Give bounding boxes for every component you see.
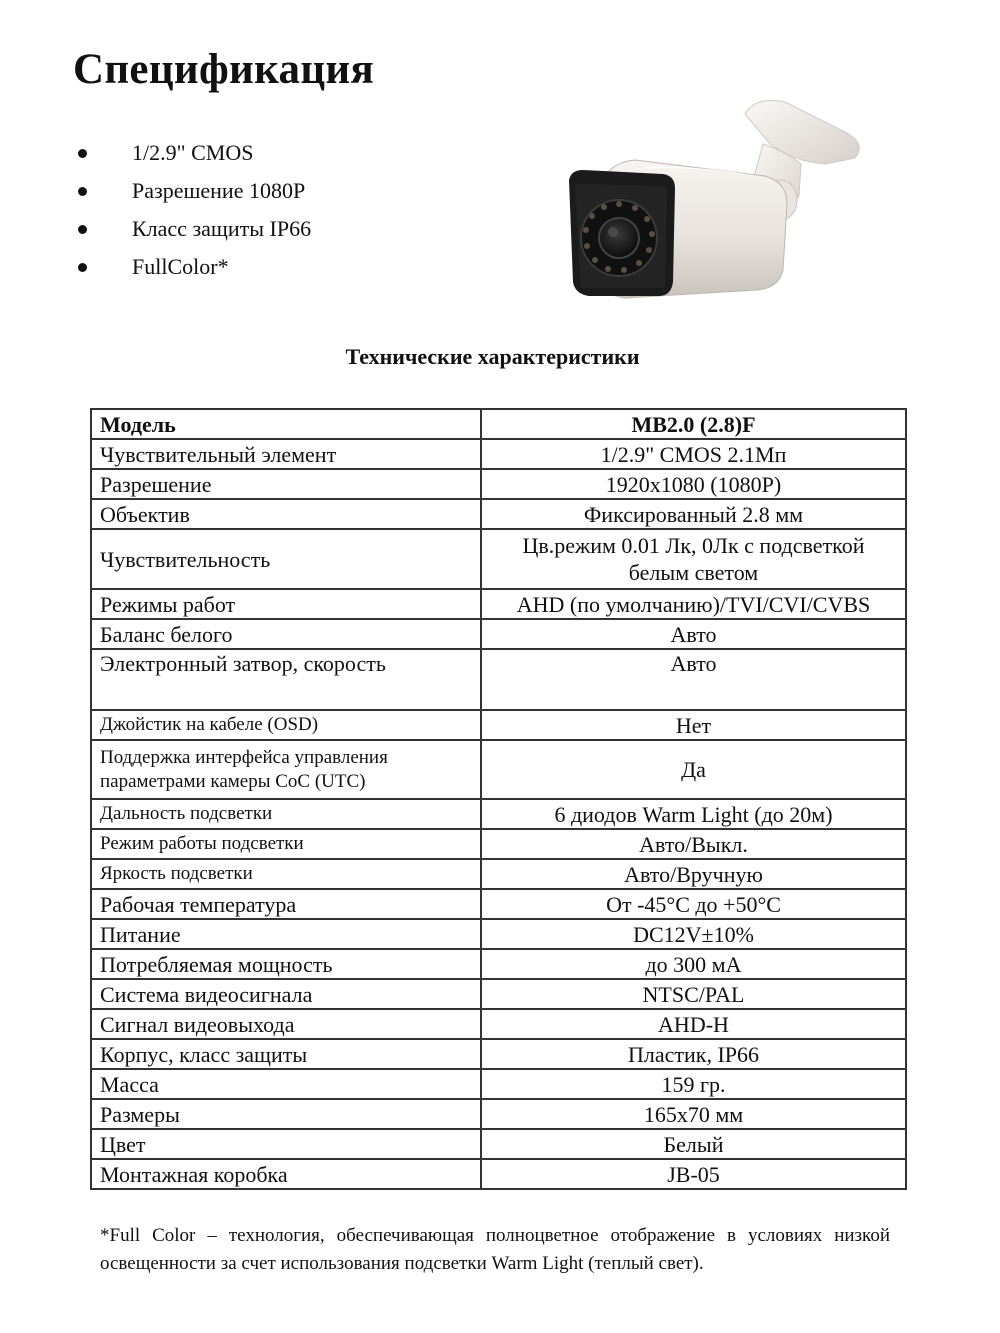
- feature-text: FullColor*: [132, 254, 229, 279]
- table-row: [91, 1129, 906, 1159]
- param-cell: Разрешение: [91, 469, 481, 499]
- value-cell: AHD-H: [481, 1009, 906, 1039]
- value-cell: Да: [481, 740, 906, 799]
- table-row: [91, 799, 906, 829]
- bullet-icon: [78, 263, 87, 272]
- table-row: [91, 1159, 906, 1189]
- bullet-camera-image: [555, 92, 875, 307]
- param-cell: Яркость подсветки: [91, 859, 481, 889]
- table-row: [91, 1099, 906, 1129]
- table-row: [91, 829, 906, 859]
- table-row: [91, 499, 906, 529]
- value-cell: Авто/Вручную: [481, 859, 906, 889]
- value-cell: NTSC/PAL: [481, 979, 906, 1009]
- param-cell: Корпус, класс защиты: [91, 1039, 481, 1069]
- param-cell: Дальность подсветки: [91, 799, 481, 829]
- table-row: [91, 529, 906, 589]
- value-cell: JB-05: [481, 1159, 906, 1189]
- param-cell: Электронный затвор, скорость: [91, 649, 481, 710]
- feature-item: [74, 172, 311, 210]
- spec-table: [90, 408, 907, 1190]
- value-cell: Белый: [481, 1129, 906, 1159]
- value-cell: Нет: [481, 710, 906, 740]
- value-cell: Авто: [481, 649, 906, 710]
- page-title: Спецификация: [73, 46, 375, 93]
- feature-item: [74, 248, 311, 286]
- feature-item: [74, 210, 311, 248]
- table-row: [91, 589, 906, 619]
- param-cell: Джойстик на кабеле (OSD): [91, 710, 481, 740]
- table-row: [91, 1039, 906, 1069]
- param-cell: Рабочая температура: [91, 889, 481, 919]
- table-row: [91, 979, 906, 1009]
- table-row: [91, 649, 906, 710]
- param-cell: Система видеосигнала: [91, 979, 481, 1009]
- value-cell: DC12V±10%: [481, 919, 906, 949]
- param-cell: Режимы работ: [91, 589, 481, 619]
- value-cell: AHD (по умолчанию)/TVI/CVI/CVBS: [481, 589, 906, 619]
- feature-text: Разрешение 1080P: [132, 178, 306, 203]
- table-row: [91, 710, 906, 740]
- param-cell: Чувствительность: [91, 529, 481, 589]
- value-cell: Фиксированный 2.8 мм: [481, 499, 906, 529]
- feature-text: Класс защиты IP66: [132, 216, 312, 241]
- value-cell: 165x70 мм: [481, 1099, 906, 1129]
- param-cell: Масса: [91, 1069, 481, 1099]
- table-row: [91, 919, 906, 949]
- header-param-cell: Модель: [91, 409, 481, 439]
- value-cell: Цв.режим 0.01 Лк, 0Лк с подсветкой белым светом: [481, 529, 906, 589]
- feature-list: [74, 134, 311, 286]
- value-cell: 1920x1080 (1080P): [481, 469, 906, 499]
- bullet-icon: [78, 187, 87, 196]
- param-cell: Питание: [91, 919, 481, 949]
- value-cell: 159 гр.: [481, 1069, 906, 1099]
- param-cell: Чувствительный элемент: [91, 439, 481, 469]
- value-cell: до 300 мА: [481, 949, 906, 979]
- table-row: [91, 439, 906, 469]
- value-cell: 1/2.9" CMOS 2.1Мп: [481, 439, 906, 469]
- param-cell: Объектив: [91, 499, 481, 529]
- table-row: [91, 469, 906, 499]
- value-cell: Авто: [481, 619, 906, 649]
- table-row: [91, 619, 906, 649]
- table-row: [91, 1009, 906, 1039]
- value-cell: Пластик, IP66: [481, 1039, 906, 1069]
- value-cell: 6 диодов Warm Light (до 20м): [481, 799, 906, 829]
- param-cell: Потребляемая мощность: [91, 949, 481, 979]
- param-cell: Режим работы подсветки: [91, 829, 481, 859]
- param-cell: Поддержка интерфейса управления параметрами камеры CoC (UTC): [91, 740, 481, 799]
- table-row: [91, 949, 906, 979]
- table-header-row: [91, 409, 906, 439]
- table-row: [91, 859, 906, 889]
- table-row: [91, 740, 906, 799]
- table-row: [91, 1069, 906, 1099]
- value-cell: От -45°C до +50°C: [481, 889, 906, 919]
- header-value-cell: MB2.0 (2.8)F: [481, 409, 906, 439]
- footnote: *Full Color – технология, обеспечивающая полноцветное отображение в условиях низкой освещенности за счет использования подсветки Warm Light (теплый свет).: [100, 1225, 890, 1274]
- param-cell: Баланс белого: [91, 619, 481, 649]
- param-cell: Размеры: [91, 1099, 481, 1129]
- param-cell: Сигнал видеовыхода: [91, 1009, 481, 1039]
- feature-text: 1/2.9" CMOS: [132, 140, 254, 165]
- feature-item: [74, 134, 311, 172]
- section-heading: Технические характеристики: [345, 344, 640, 369]
- param-cell: Цвет: [91, 1129, 481, 1159]
- table-row: [91, 889, 906, 919]
- bullet-icon: [78, 225, 87, 234]
- param-cell: Монтажная коробка: [91, 1159, 481, 1189]
- value-cell: Авто/Выкл.: [481, 829, 906, 859]
- bullet-icon: [78, 149, 87, 158]
